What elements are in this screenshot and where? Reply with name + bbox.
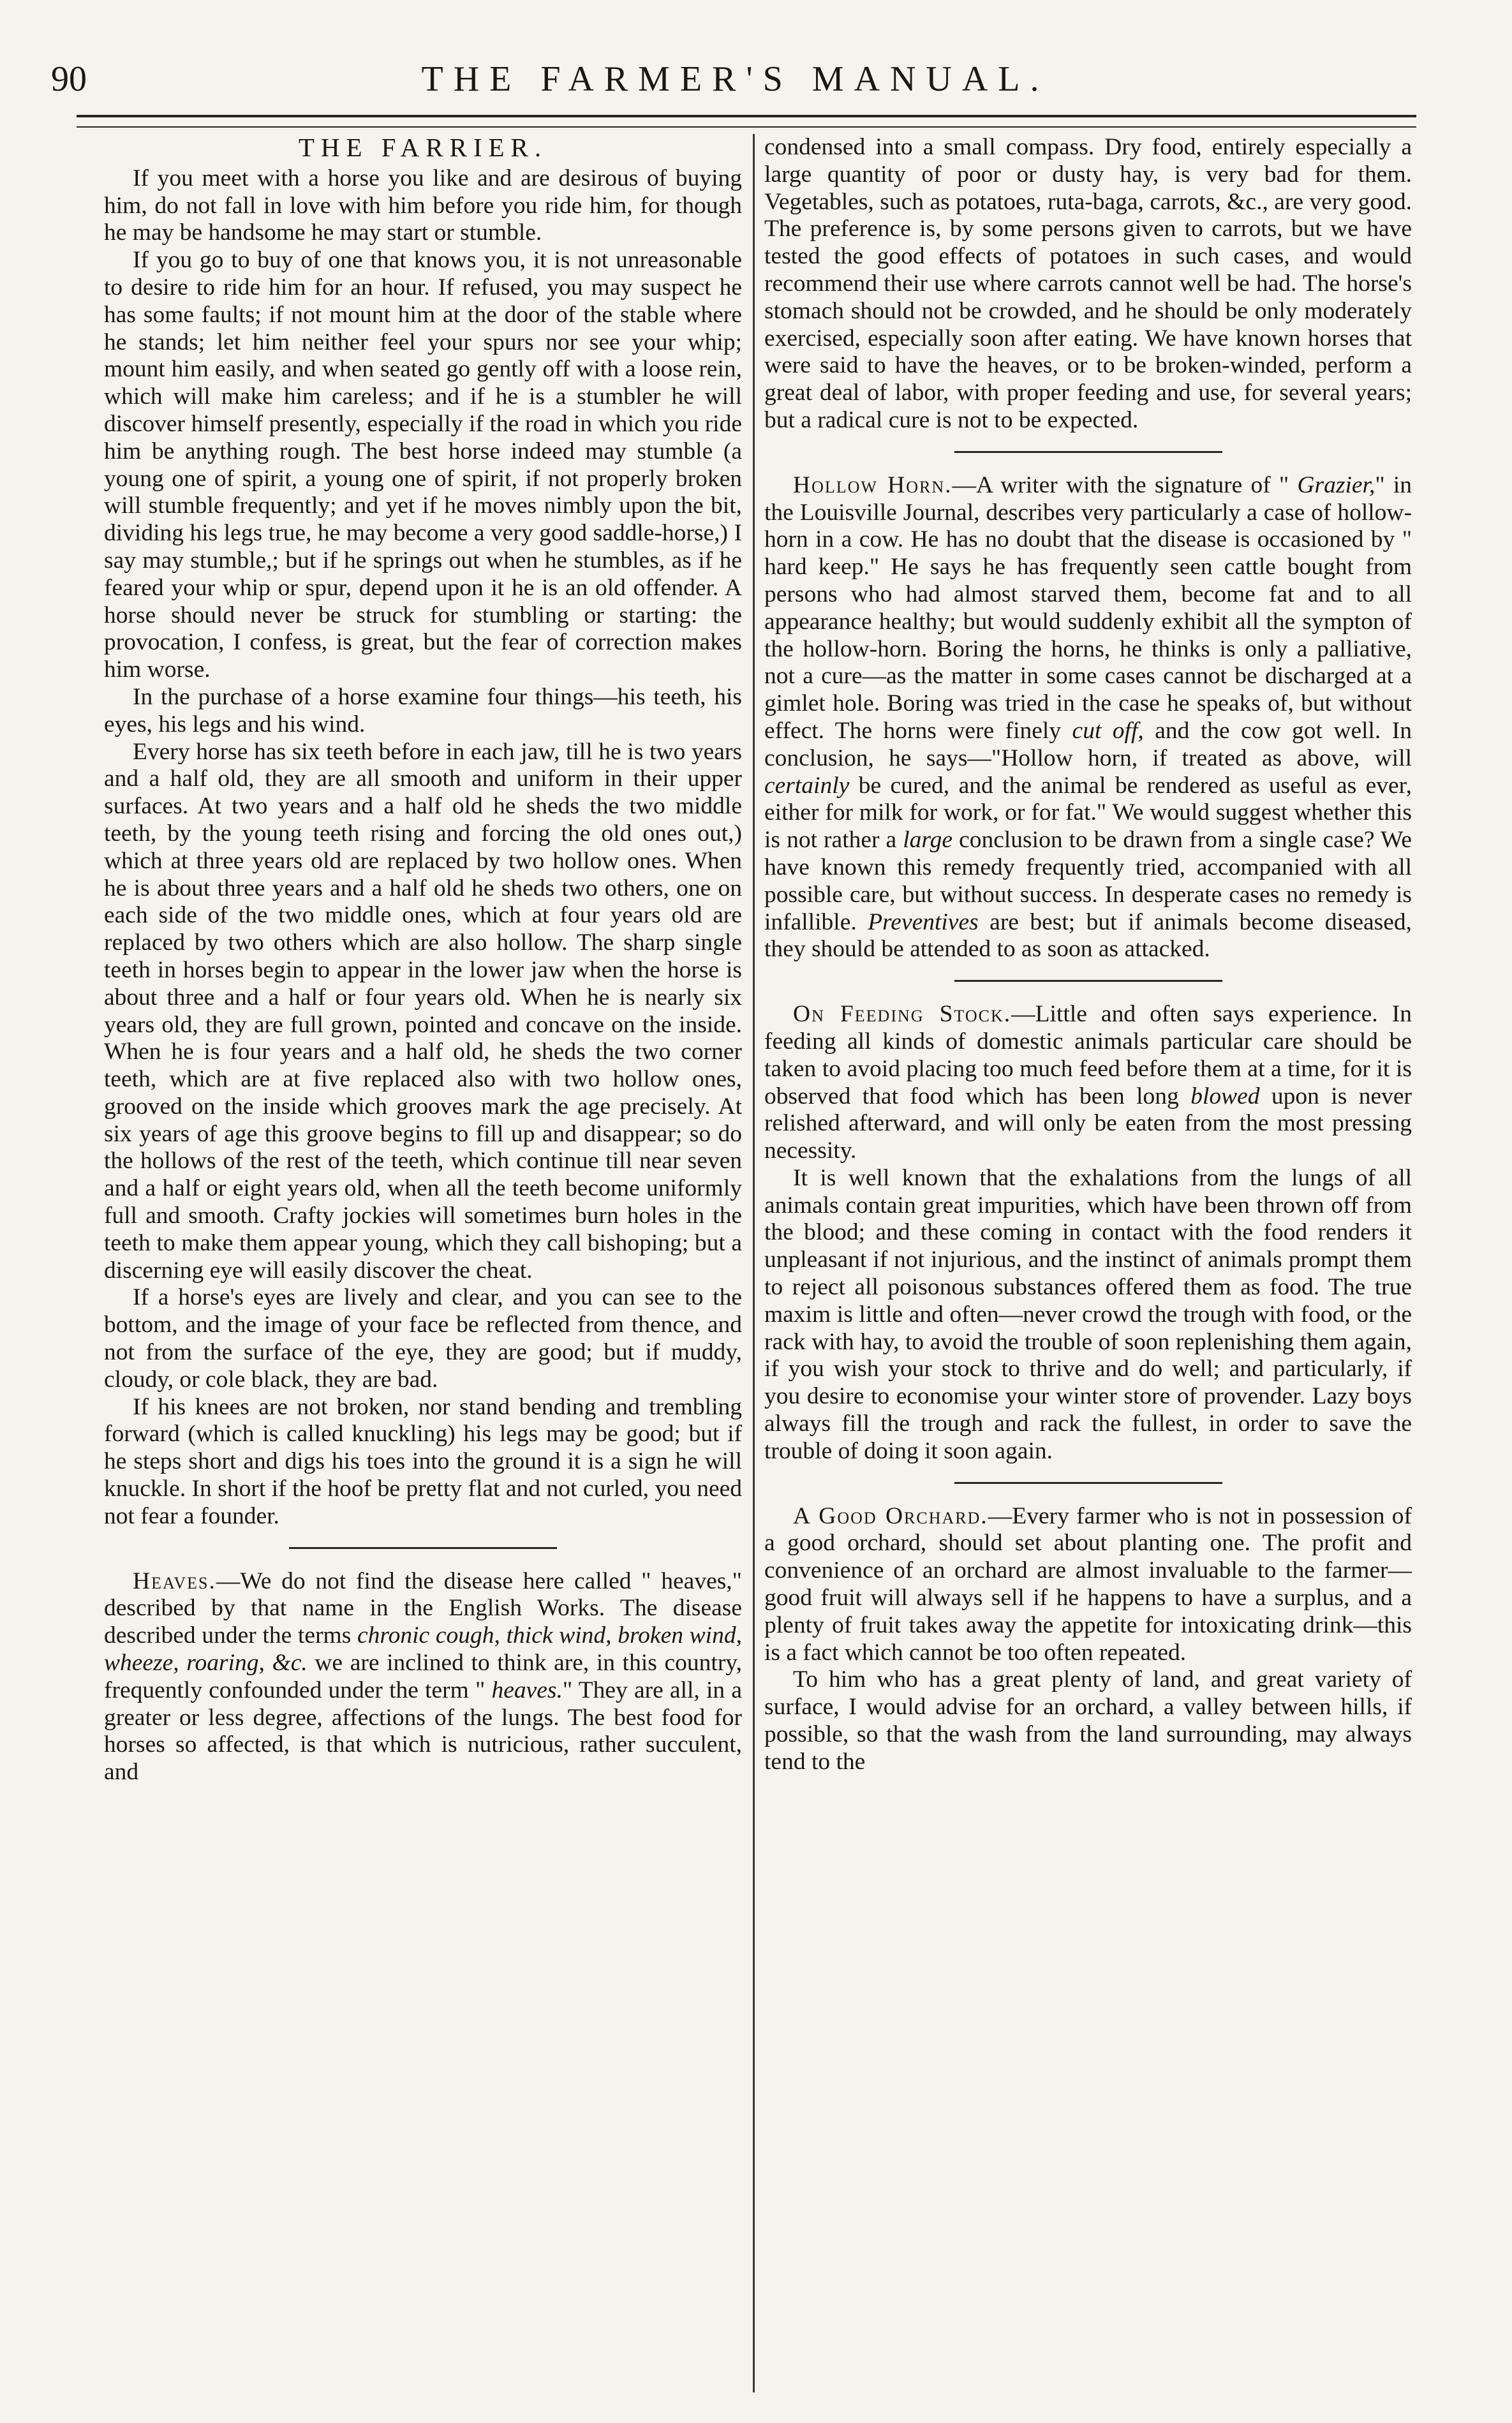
section-divider bbox=[954, 1482, 1222, 1484]
column-divider bbox=[753, 134, 755, 2392]
section-divider bbox=[954, 451, 1222, 453]
farrier-paragraph-5: If a horse's eyes are lively and clear, and you can see to the bottom, and the image of your face be reflected from thence, and not from the surface of the eye, they are good; but if muddy, cloudy, or cole black, they are bad. bbox=[104, 1284, 742, 1393]
heaves-paragraph: Heaves.—We do not find the disease here called " heaves," described by that name in the English Works. The disease described under the terms chronic cough, thick wind, broken wind, wheeze, roaring, &c. we are inclined to think are, in this country, frequently confounded under the term " heaves." They are all, in a greater or less degree, affections of the lungs. The best food for horses so affected, is that which is nutricious, rather succulent, and bbox=[104, 1567, 742, 1786]
feeding-stock-paragraph-2: It is well known that the exhalations from the lungs of all animals contain great impurities, which have been thrown off from the blood; and these coming in contact with the food renders it unpleasant if not injurious, and the instinct of animals prompt them to reject all poisonous substances offered them as food. The true maxim is little and often—never crowd the trough with food, or the rack with hay, to avoid the trouble of soon replenishing them again, if you wish your stock to thrive and do well; and particularly, if you desire to economise your winter store of provender. Lazy boys always fill the trough and rack the fullest, in order to save the trouble of doing it soon again. bbox=[764, 1164, 1412, 1464]
orchard-paragraph-2: To him who has a great plenty of land, and great variety of surface, I would advise for an orchard, a valley between hills, if possible, so that the wash from the land surrounding, may always tend to the bbox=[764, 1666, 1412, 1775]
farrier-paragraph-6: If his knees are not broken, nor stand bending and trembling forward (which is called knuckling) his legs may be good; but if he steps short and digs his toes into the ground it is a sign he will knuckle. In short if the hoof be pretty flat and not curled, you need not fear a founder. bbox=[104, 1393, 742, 1529]
farrier-paragraph-1: If you meet with a horse you like and are desirous of buying him, do not fall in love with him before you ride him, for though he may be handsome he may start or stumble. bbox=[104, 165, 742, 246]
hollow-horn-heading: Hollow Horn. bbox=[793, 471, 952, 498]
farrier-paragraph-3: In the purchase of a horse examine four things—his teeth, his eyes, his legs and his wind. bbox=[104, 683, 742, 737]
page-header bbox=[51, 59, 1419, 116]
feeding-stock-paragraph-1: On Feeding Stock.—Little and often says experience. In feeding all kinds of domestic animals particular care should be taken to avoid placing too much feed before them at a time, for it is observed that food which has been long blowed upon is never relished afterward, and will only be eaten from the most pressing necessity. bbox=[764, 1001, 1412, 1164]
feeding-stock-heading: On Feeding Stock. bbox=[793, 1001, 1012, 1028]
left-column bbox=[104, 134, 742, 1786]
farrier-paragraph-2: If you go to buy of one that knows you, it is not unreasonable to desire to ride him for an hour. If refused, you may suspect he has some faults; if not mount him at the door of the stable where he stands; let him neither feel your spurs nor see your whip; mount him easily, and when seated go gently off with a loose rein, which will make him careless; and if he is a stumbler he will discover himself presently, especially if the road in which you ride him be anything rough. The best horse indeed may stumble (a young one of spirit, a young one of spirit, if not properly broken will stumble frequently; and yet if he moves nimbly upon the bit, dividing his legs true, he may become a very good saddle-horse,) I say may stumble,; but if he springs out when he stumbles, as if he feared your whip or spur, depend upon it he is an old offender. A horse should never be struck for stumbling or starting: the provocation, I confess, is great, but the fear of correction makes him worse. bbox=[104, 247, 742, 683]
section-divider bbox=[954, 980, 1222, 982]
right-column bbox=[764, 134, 1412, 1776]
farrier-paragraph-4: Every horse has six teeth before in each jaw, till he is two years and a half old, they are all smooth and uniform in their upper surfaces. At two years and a half old he sheds the two middle teeth, by the young teeth rising and forcing the old ones out,) which at three years old are replaced by two hollow ones. When he is about three years and a half old he sheds two others, one on each side of the two middle ones, which at four years old are replaced by two others which are also hollow. The sharp single teeth in horses begin to appear in the lower jaw when the horse is about three and a half or four years old. When he is nearly six years old, they are full grown, pointed and concave on the inside. When he is four years and a half old, he sheds the two corner teeth, which are at five replaced also with two hollow ones, grooved on the inside which grooves mark the age precisely. At six years of age this groove begins to fill up and disappear; so do the hollows of the rest of the teeth, which continue till near seven and a half or eight years old, when all the teeth become uniformly full and smooth. Crafty jockies will sometimes burn holes in the teeth to make them appear young, which they call bishoping; but a discerning eye will easily discover the cheat. bbox=[104, 738, 742, 1284]
section-divider bbox=[289, 1547, 557, 1549]
header-rule bbox=[77, 115, 1416, 128]
orchard-heading: A Good Orchard. bbox=[793, 1502, 988, 1529]
hollow-horn-paragraph: Hollow Horn.—A writer with the signature of " Grazier," in the Louisville Journal, describes very particularly a case of hollow-horn in a cow. He has no doubt that the disease is occasioned by " hard keep." He says he has frequently seen cattle bought from persons who had almost starved them, become fat and to all appearance healthy; but would suddenly exhibit all the sympton of the hollow-horn. Boring the horns, he thinks is only a palliative, not a cure—as the matter in some cases cannot be discharged at a gimlet hole. Boring was tried in the case he speaks of, but without effect. The horns were finely cut off, and the cow got well. In conclusion, he says—"Hollow horn, if treated as above, will certainly be cured, and the animal be rendered as useful as ever, either for milk for work, or for fat." We would suggest whether this is not rather a large conclusion to be drawn from a single case? We have known this remedy frequently tried, accompanied with all possible care, but without success. In desperate cases no remedy is infallible. Preventives are best; but if animals become diseased, they should be attended to as soon as attacked. bbox=[764, 471, 1412, 963]
heaves-continuation: condensed into a small compass. Dry food, entirely especially a large quantity of poor or dusty hay, is very bad for them. Vegetables, such as potatoes, ruta-baga, carrots, &c., are very good. The preference is, by some persons given to carrots, but we have tested the good effects of potatoes in such cases, and would recommend their use where carrots cannot well be had. The horse's stomach should not be crowded, and he should be only moderately exercised, especially soon after eating. We have known horses that were said to have the heaves, or to be broken-winded, perform a great deal of labor, with proper feeding and use, for several years; but a radical cure is not to be expected. bbox=[764, 134, 1412, 433]
farrier-title: THE FARRIER. bbox=[298, 133, 548, 162]
orchard-paragraph-1: A Good Orchard.—Every farmer who is not in possession of a good orchard, should set about planting one. The profit and convenience of an orchard are almost invaluable to the farmer—good fruit will always sell if he happens to have a surplus, and a plenty of fruit takes away the appetite for intoxicating drink—this is a fact which cannot be too often repeated. bbox=[764, 1502, 1412, 1666]
running-title: THE FARMER'S MANUAL. bbox=[421, 59, 1049, 99]
heaves-heading: Heaves. bbox=[133, 1567, 216, 1594]
heaves-terms: chronic cough, thick wind, broken wind, wheeze, roaring, &c. bbox=[104, 1622, 742, 1677]
page-number: 90 bbox=[51, 59, 87, 99]
